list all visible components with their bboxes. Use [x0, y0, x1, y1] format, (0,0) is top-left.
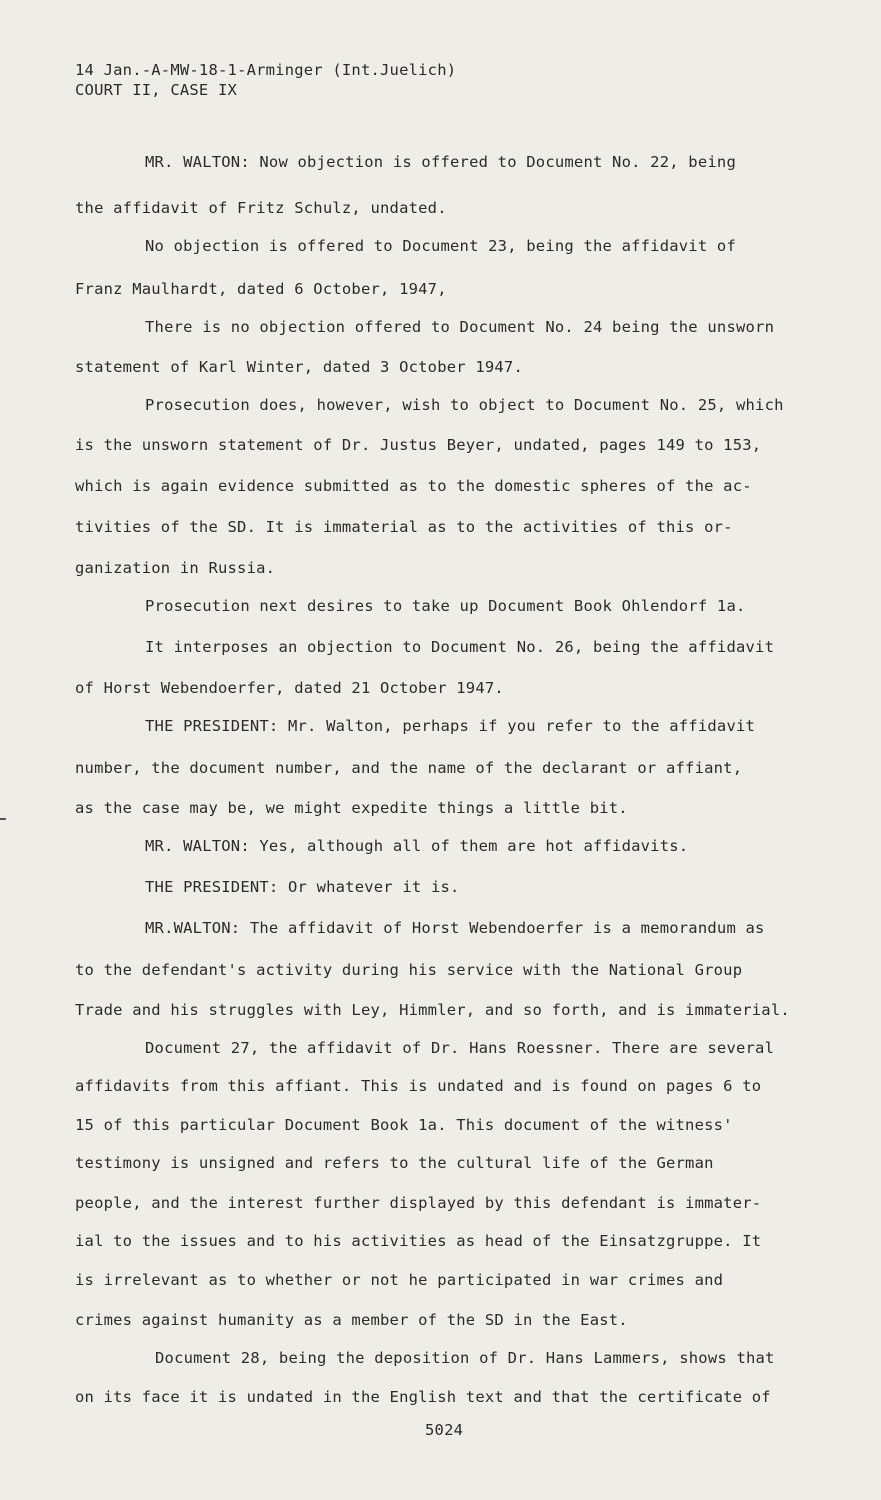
text-line: MR.WALTON: The affidavit of Horst Webendoerfer is a memorandum as	[145, 919, 765, 937]
text-line: on its face it is undated in the English text and that the certificate of	[75, 1388, 771, 1406]
text-line: 15 of this particular Document Book 1a. This document of the witness'	[75, 1116, 733, 1134]
page-number: 5024	[425, 1421, 464, 1439]
text-line: Prosecution next desires to take up Document Book Ohlendorf 1a.	[145, 597, 746, 615]
text-line: as the case may be, we might expedite things a little bit.	[75, 799, 628, 817]
text-line: people, and the interest further displayed by this defendant is immater-	[75, 1194, 762, 1212]
text-line: MR. WALTON: Now objection is offered to Document No. 22, being	[145, 153, 736, 171]
text-line: affidavits from this affiant. This is undated and is found on pages 6 to	[75, 1077, 762, 1095]
text-line: Document 28, being the deposition of Dr. Hans Lammers, shows that	[155, 1349, 775, 1367]
text-line: Document 27, the affidavit of Dr. Hans Roessner. There are several	[145, 1039, 775, 1057]
text-line: is the unsworn statement of Dr. Justus Beyer, undated, pages 149 to 153,	[75, 436, 762, 454]
text-line: Trade and his struggles with Ley, Himmler, and so forth, and is immaterial.	[75, 1001, 790, 1019]
text-line: number, the document number, and the name of the declarant or affiant,	[75, 759, 743, 777]
text-line: the affidavit of Fritz Schulz, undated.	[75, 199, 447, 217]
text-line: which is again evidence submitted as to the domestic spheres of the ac-	[75, 477, 752, 495]
text-line: is irrelevant as to whether or not he participated in war crimes and	[75, 1271, 724, 1289]
text-line: statement of Karl Winter, dated 3 October 1947.	[75, 358, 523, 376]
text-line: Prosecution does, however, wish to object to Document No. 25, which	[145, 396, 784, 414]
header-reference-line: 14 Jan.-A-MW-18-1-Arminger (Int.Juelich)	[75, 61, 457, 79]
text-line: THE PRESIDENT: Mr. Walton, perhaps if you refer to the affidavit	[145, 717, 756, 735]
text-line: ganization in Russia.	[75, 559, 276, 577]
text-line: of Horst Webendoerfer, dated 21 October 1947.	[75, 679, 504, 697]
text-line: THE PRESIDENT: Or whatever it is.	[145, 878, 460, 896]
text-line: Franz Maulhardt, dated 6 October, 1947,	[75, 280, 447, 298]
text-line: to the defendant's activity during his service with the National Group	[75, 961, 743, 979]
text-line: MR. WALTON: Yes, although all of them are hot affidavits.	[145, 837, 689, 855]
header-court-case-line: COURT II, CASE IX	[75, 81, 238, 99]
text-line: testimony is unsigned and refers to the cultural life of the German	[75, 1154, 714, 1172]
text-line: crimes against humanity as a member of the SD in the East.	[75, 1311, 628, 1329]
text-line: There is no objection offered to Document No. 24 being the unsworn	[145, 318, 775, 336]
text-line: tivities of the SD. It is immaterial as to the activities of this or-	[75, 518, 733, 536]
text-line: It interposes an objection to Document No. 26, being the affidavit	[145, 638, 775, 656]
text-line: No objection is offered to Document 23, being the affidavit of	[145, 237, 736, 255]
text-line: ial to the issues and to his activities as head of the Einsatzgruppe. It	[75, 1232, 762, 1250]
margin-tick-mark	[0, 818, 6, 820]
document-header	[75, 60, 456, 100]
